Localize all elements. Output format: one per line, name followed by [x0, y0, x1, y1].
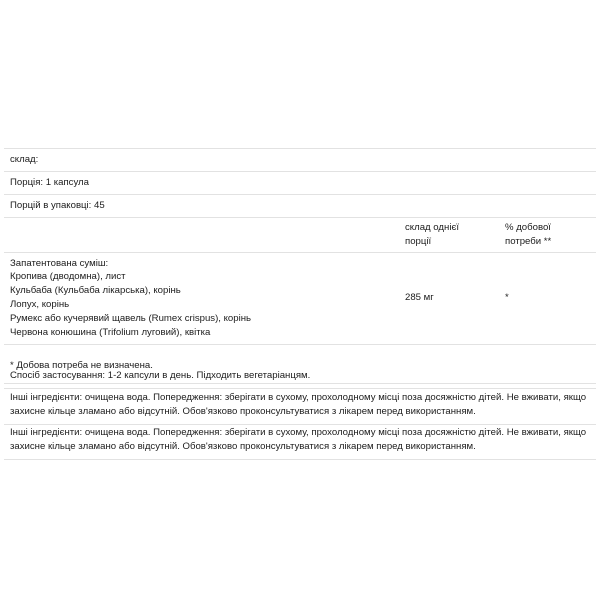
- amount-header-line2: порції: [405, 235, 432, 247]
- usage-section: [4, 365, 596, 389]
- other-ingredients-text: Інші інгредієнти: очищена вода. Попередження: зберігати в сухому, прохолодному місці поза досяжністю дітей. Не вживати, якщо захисне кільце зламано або відсутній. Обов'язково проконсультуватися з лікарем перед використанням.: [10, 392, 587, 417]
- ingredient-item: Румекс або кучерявий щавель (Rumex crispus), корінь: [10, 313, 252, 325]
- ingredient-item: Червона конюшина (Trifolium луговий), квітка: [10, 327, 211, 339]
- blend-dv: *: [505, 292, 509, 304]
- daily-value-column-header: [505, 221, 585, 249]
- ingredient-item: Лопух, корінь: [10, 299, 70, 311]
- footnote: * Добова потреба не визначена.: [10, 359, 153, 371]
- composition-row: [4, 149, 596, 172]
- other-ingredients-text: Інші інгредієнти: очищена вода. Попередження: зберігати в сухому, прохолодному місці поза досяжністю дітей. Не вживати, якщо захисне кільце зламано або відсутній. Обов'язково проконсультуватися з лікарем перед використанням.: [10, 427, 587, 452]
- amount-header-line1: склад однієї: [405, 221, 460, 233]
- amount-column-header: [405, 221, 505, 249]
- serving-size: Порція: 1 капсула: [10, 176, 89, 188]
- supplement-facts-panel: [4, 148, 596, 384]
- ingredient-item: Кульбаба (Кульбаба лікарська), корінь: [10, 285, 181, 297]
- blend-dv-cell: [505, 291, 585, 305]
- composition-label: склад:: [10, 154, 39, 165]
- serving-size-row: [4, 172, 596, 195]
- servings-per-container-row: [4, 195, 596, 218]
- other-ingredients-section-1: [4, 387, 596, 425]
- blend-amount: 285 мг: [405, 292, 434, 304]
- usage-text: Спосіб застосування: 1-2 капсули в день. Підходить вегетаріанцям.: [10, 370, 311, 381]
- servings-per-container: Порцій в упаковці: 45: [10, 199, 105, 211]
- blend-amount-cell: [405, 291, 505, 305]
- ingredient-item: Кропива (дводомна), лист: [10, 271, 126, 283]
- blend-ingredients: [10, 257, 405, 340]
- blend-title: Запатентована суміш:: [10, 257, 109, 269]
- blend-row: [4, 253, 596, 345]
- other-ingredients-section-2: [4, 422, 596, 460]
- dv-header-line2: потреби **: [505, 235, 552, 247]
- facts-table-header: [4, 218, 596, 253]
- dv-header-line1: % добової: [505, 221, 551, 233]
